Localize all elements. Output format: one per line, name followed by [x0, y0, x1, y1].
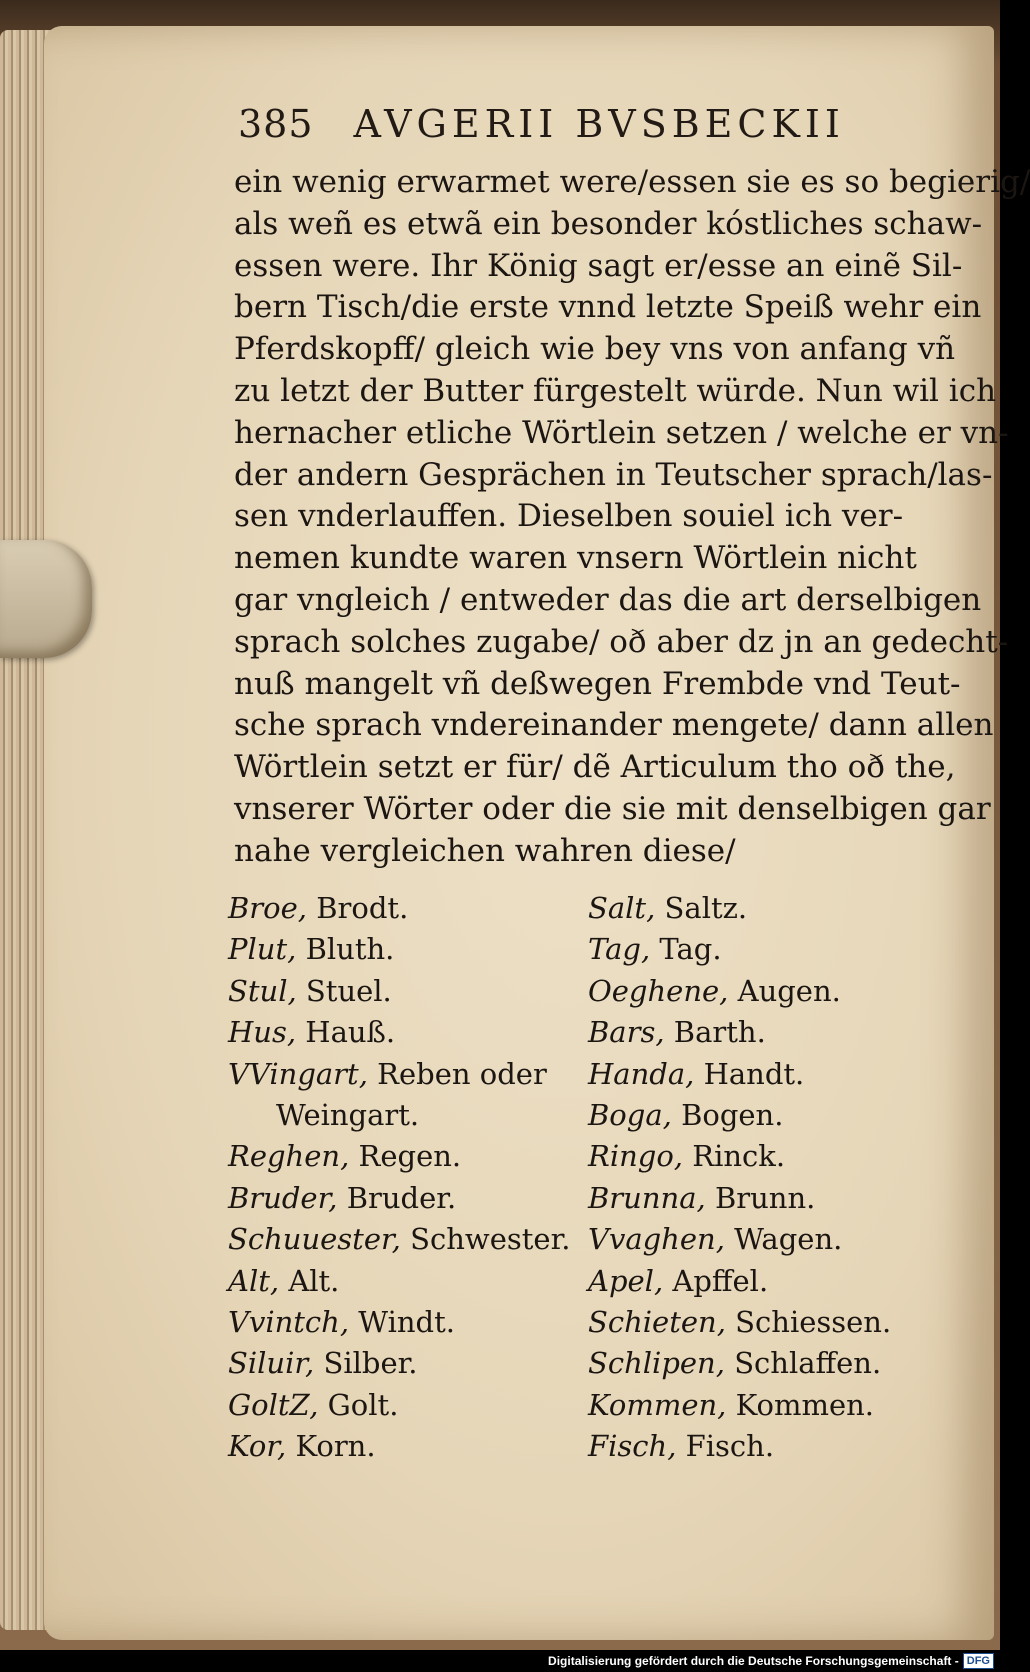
vocab-row	[228, 1343, 928, 1384]
text-line: nemen kundte waren vnsern Wörtlein nicht	[234, 540, 917, 577]
vocab-german: Saltz.	[664, 891, 748, 925]
text-line: als weñ es etwã ein besonder kóstliches schaw-	[234, 205, 983, 242]
text-line: hernacher etliche Wörtlein setzen / welche er vn-	[234, 414, 1009, 451]
vocab-latin: Reghen,	[228, 1139, 350, 1174]
vocab-latin: Apel,	[588, 1263, 664, 1298]
text-line: der andern Gesprächen in Teutscher sprach/las-	[234, 456, 993, 493]
vocab-german: Golt.	[327, 1387, 399, 1422]
vocab-latin: Siluir,	[228, 1346, 315, 1381]
vocab-latin: Oeghene,	[588, 973, 729, 1008]
running-head	[238, 102, 878, 146]
vocab-german: Schiessen.	[735, 1304, 892, 1339]
text-line: nuß mangelt vñ deßwegen Frembde vnd Teut-	[234, 665, 961, 702]
vocab-row	[228, 1136, 928, 1177]
text-line: nahe vergleichen wahren diese/	[234, 832, 736, 869]
vocab-german: Handt.	[703, 1056, 805, 1091]
vocab-row	[228, 1261, 928, 1302]
vocab-latin: Tag,	[588, 932, 651, 967]
vocab-latin: Boga,	[588, 1097, 672, 1132]
vocab-latin: Stul,	[228, 973, 297, 1008]
vocab-german: Tag.	[659, 932, 722, 967]
vocab-row	[228, 1385, 928, 1426]
vocabulary-list	[228, 888, 928, 1467]
text-line: Pferdskopff/ gleich wie bey vns von anfang vñ	[234, 331, 956, 368]
text-line: gar vngleich / entweder das die art derselbigen	[234, 581, 982, 618]
vocab-row	[228, 1012, 928, 1053]
text-line: vnserer Wörter oder die sie mit denselbigen gar	[234, 790, 991, 827]
vocab-german: Korn.	[295, 1429, 376, 1464]
vocab-latin: Broe,	[228, 891, 308, 925]
vocab-german: Bluth.	[305, 932, 395, 967]
vocab-row	[228, 1302, 928, 1343]
running-title: AVGERII BVSBECKII	[353, 102, 845, 146]
vocab-german: Kommen.	[735, 1387, 875, 1422]
vocab-german: Weingart.	[276, 1097, 420, 1132]
vocab-row	[228, 1426, 928, 1467]
vocab-latin: Plut,	[228, 932, 297, 967]
text-line: sen vnderlauffen. Dieselben souiel ich ver-	[234, 498, 904, 535]
vocab-latin: Vvintch,	[228, 1304, 350, 1339]
vocab-latin: Salt,	[588, 891, 656, 925]
vocab-german: Alt.	[288, 1263, 340, 1298]
vocab-latin: Vvaghen,	[588, 1222, 725, 1257]
text-line: sprach solches zugabe/ oð aber dz jn an gedecht-	[234, 623, 1009, 660]
vocab-latin: Bruder,	[228, 1180, 338, 1215]
page-number: 385	[238, 102, 314, 146]
vocab-row	[228, 1054, 928, 1095]
vocab-latin: Ringo,	[588, 1139, 684, 1174]
vocab-german: Regen.	[358, 1139, 462, 1174]
vocab-latin: Hus,	[228, 1015, 297, 1050]
vocab-german: Schlaffen.	[734, 1346, 882, 1381]
text-line: zu letzt der Butter fürgestelt würde. Nun wil ich	[234, 372, 997, 409]
vocab-latin: Brunna,	[588, 1180, 706, 1215]
vocab-latin: Alt,	[228, 1263, 280, 1298]
vocab-german: Wagen.	[734, 1222, 843, 1257]
vocab-german: Brodt.	[316, 891, 409, 925]
vocab-latin: VVingart,	[228, 1056, 368, 1091]
vocab-latin: Handa,	[588, 1056, 695, 1091]
vocab-latin: Schlipen,	[588, 1346, 725, 1381]
vocab-latin: Schieten,	[588, 1304, 726, 1339]
vocab-german: Schwester.	[410, 1222, 571, 1257]
vocab-latin: Schuuester,	[228, 1222, 401, 1257]
book-clasp	[0, 540, 92, 658]
funding-credit: Digitalisierung gefördert durch die Deutsche Forschungsgemeinschaft -	[548, 1654, 959, 1668]
text-line: essen were. Ihr König sagt er/esse an einẽ Sil-	[234, 247, 963, 284]
vocab-german: Brunn.	[714, 1180, 816, 1215]
vocab-latin: Bars,	[588, 1015, 665, 1050]
vocab-german: Silber.	[323, 1346, 418, 1381]
vocab-row	[228, 1095, 928, 1136]
vocab-latin: Kommen,	[588, 1387, 727, 1422]
vocab-german: Stuel.	[305, 973, 392, 1008]
vocab-row	[228, 1178, 928, 1219]
vocab-row	[228, 888, 928, 929]
digitization-footer	[0, 1650, 1000, 1672]
vocab-latin: Fisch,	[588, 1429, 677, 1464]
vocab-german: Hauß.	[305, 1015, 396, 1050]
vocab-latin: Kor,	[228, 1429, 287, 1464]
body-text	[234, 162, 1030, 873]
vocab-row	[228, 1219, 928, 1260]
vocab-german: Rinck.	[692, 1139, 786, 1174]
text-line: Wörtlein setzt er für/ dẽ Articulum tho oð the,	[234, 749, 956, 786]
vocab-german: Bogen.	[681, 1097, 784, 1132]
vocab-german: Reben oder	[377, 1056, 547, 1091]
vocab-german: Augen.	[737, 973, 841, 1008]
vocab-german: Windt.	[358, 1304, 455, 1339]
dfg-logo: DFG	[963, 1653, 994, 1669]
vocab-row	[228, 929, 928, 970]
vocab-german: Fisch.	[685, 1429, 775, 1464]
vocab-latin: GoltZ,	[228, 1387, 319, 1422]
text-line: bern Tisch/die erste vnnd letzte Speiß wehr ein	[234, 289, 982, 326]
text-line: sche sprach vndereinander mengete/ dann allen	[234, 707, 994, 744]
vocab-german: Bruder.	[346, 1180, 457, 1215]
vocab-german: Barth.	[673, 1015, 766, 1050]
text-line: ein wenig erwarmet were/essen sie es so begierig/	[234, 164, 1030, 200]
vocab-row	[228, 971, 928, 1012]
vocab-german: Apffel.	[672, 1263, 769, 1298]
